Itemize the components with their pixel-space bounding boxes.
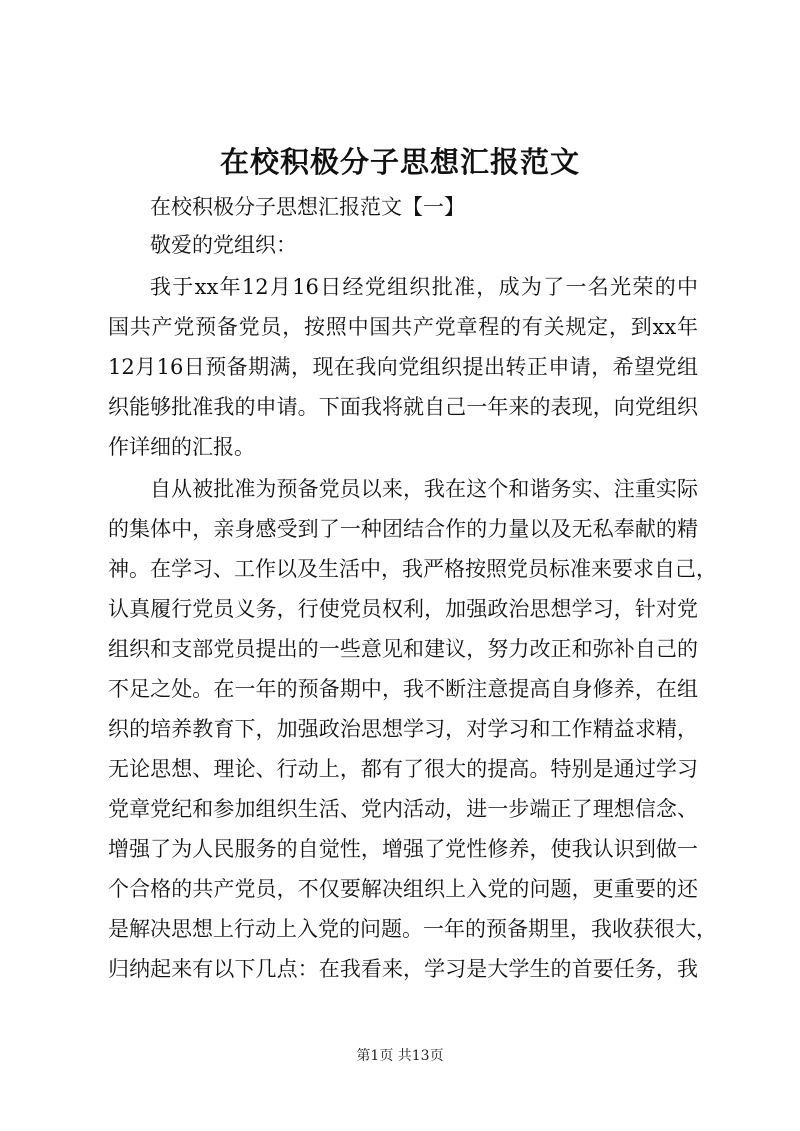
paragraph2-line: 党章党纪和参加组织生活、党内活动，进一步端正了理想信念、	[108, 797, 698, 821]
paragraph2-line: 不足之处。在一年的预备期中，我不断注意提高自身修养，在组	[108, 677, 698, 701]
document-subtitle: 在校积极分子思想汇报范文【一】	[150, 195, 465, 219]
paragraph1-line: 我于xx年12月16日经党组织批准，成为了一名光荣的中	[150, 275, 698, 299]
salutation: 敬爱的党组织：	[150, 233, 297, 257]
paragraph2-line: 认真履行党员义务，行使党员权利，加强政治思想学习，针对党	[108, 597, 698, 621]
page-number-footer: 第1页 共13页	[356, 1048, 444, 1064]
paragraph2-line: 个合格的共产党员，不仅要解决组织上入党的问题，更重要的还	[108, 877, 698, 901]
paragraph2-line: 的集体中，亲身感受到了一种团结合作的力量以及无私奉献的精	[108, 517, 698, 541]
paragraph2-line: 组织和支部党员提出的一些意见和建议，努力改正和弥补自己的	[108, 637, 698, 661]
paragraph2-line: 织的培养教育下，加强政治思想学习，对学习和工作精益求精，	[108, 717, 698, 741]
paragraph1-line: 12月16日预备期满，现在我向党组织提出转正申请，希望党组	[108, 355, 698, 379]
paragraph1-line: 国共产党预备党员，按照中国共产党章程的有关规定，到xx年	[108, 315, 698, 339]
paragraph2-line: 自从被批准为预备党员以来，我在这个和谐务实、注重实际	[150, 477, 698, 501]
paragraph2-line: 增强了为人民服务的自觉性，增强了党性修养，使我认识到做一	[108, 837, 698, 861]
paragraph1-line: 作详细的汇报。	[108, 435, 255, 459]
paragraph2-line: 无论思想、理论、行动上，都有了很大的提高。特别是通过学习	[108, 757, 698, 781]
paragraph2-line: 是解决思想上行动上入党的问题。一年的预备期里，我收获很大，	[108, 917, 717, 941]
document-title: 在校积极分子思想汇报范文	[219, 145, 580, 179]
paragraph2-line: 神。在学习、工作以及生活中，我严格按照党员标准来要求自己，	[108, 557, 717, 581]
paragraph2-line: 归纳起来有以下几点：在我看来，学习是大学生的首要任务，我	[108, 957, 698, 981]
paragraph1-line: 织能够批准我的申请。下面我将就自己一年来的表现，向党组织	[108, 395, 698, 419]
